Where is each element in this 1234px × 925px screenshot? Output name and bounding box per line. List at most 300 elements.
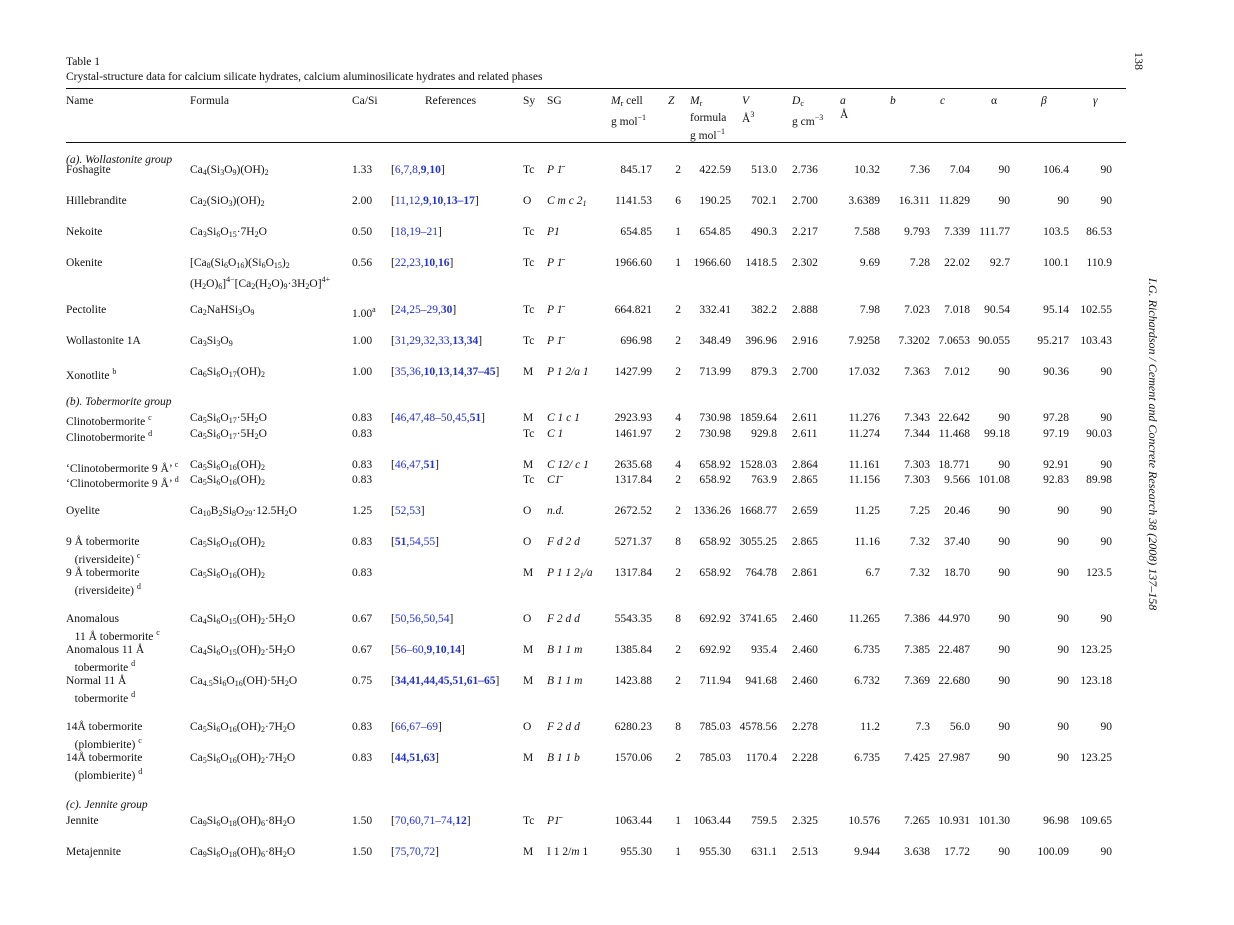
- angle-gamma: 123.18: [1080, 675, 1112, 687]
- crystal-system: Tc: [523, 164, 535, 176]
- mr-formula: 658.92: [699, 459, 731, 471]
- mr-cell: 2672.52: [614, 505, 652, 517]
- ca-si-ratio: 0.83: [352, 459, 373, 471]
- formula: $Ca_4Si_6O_{15}(OH)_2\cdot 5H_2O$: [190, 644, 296, 657]
- reference-link[interactable]: 56: [409, 613, 421, 625]
- reference-link[interactable]: 55: [423, 536, 436, 548]
- angle-alpha: 90: [998, 675, 1010, 687]
- mineral-name: ‘Clinotobermorite 9 Å’ $^c$: [66, 460, 179, 475]
- lattice-c: 44.970: [938, 613, 970, 625]
- reference-link[interactable]: 46: [394, 459, 407, 471]
- angle-alpha: 90: [998, 567, 1010, 579]
- reference-link[interactable]: 44: [394, 752, 407, 764]
- lattice-a: 9.944: [854, 846, 880, 858]
- angle-beta: 90: [1057, 675, 1069, 687]
- reference-link[interactable]: 47: [409, 412, 421, 424]
- angle-gamma: 103.43: [1080, 335, 1112, 347]
- header-mr-formula: $M_r$ formula g mol$^{-1}$: [690, 95, 727, 142]
- page-number: 138: [1132, 52, 1146, 70]
- reference-link[interactable]: 51: [394, 536, 407, 548]
- lattice-a: 10.576: [848, 815, 880, 827]
- mineral-name: ‘Clinotobermorite 9 Å’ $^d$: [66, 475, 179, 490]
- cell-volume: 759.5: [751, 815, 777, 827]
- reference-link[interactable]: 34: [466, 335, 479, 347]
- references: [75,70,72]: [391, 846, 439, 858]
- space-group: B 1 1 m: [547, 644, 583, 656]
- reference-link[interactable]: 54: [437, 613, 450, 625]
- references: [70,60,71–74,12]: [391, 815, 471, 827]
- reference-link[interactable]: 54: [409, 536, 421, 548]
- header-beta: β: [1041, 95, 1047, 107]
- lattice-a: 11.2: [860, 721, 880, 733]
- reference-link[interactable]: 8: [412, 164, 418, 176]
- lattice-a: 7.588: [854, 226, 880, 238]
- lattice-c: 22.680: [938, 675, 970, 687]
- reference-link[interactable]: 35: [394, 366, 407, 378]
- mr-formula: 730.98: [699, 428, 731, 440]
- reference-link[interactable]: 61–65: [466, 675, 496, 687]
- references: [66,67–69]: [391, 721, 442, 733]
- angle-alpha: 90: [998, 613, 1010, 625]
- reference-link[interactable]: 9: [423, 195, 429, 207]
- angle-gamma: 90: [1100, 536, 1112, 548]
- angle-alpha: 101.30: [978, 815, 1010, 827]
- lattice-a: 11.161: [848, 459, 880, 471]
- angle-gamma: 90: [1100, 366, 1112, 378]
- mr-formula: 654.85: [699, 226, 731, 238]
- mineral-name: Okenite: [66, 257, 103, 269]
- z-value: 8: [675, 536, 681, 548]
- references: [46,47,51]: [391, 459, 439, 471]
- reference-link[interactable]: 23: [409, 257, 421, 269]
- lattice-b: 7.265: [904, 815, 930, 827]
- reference-link[interactable]: 18: [394, 226, 407, 238]
- density: 2.460: [792, 613, 818, 625]
- formula: $Ca_{10}B_2Si_8O_{29}\cdot 12.5H_2O$: [190, 505, 297, 518]
- reference-link[interactable]: 34: [394, 675, 407, 687]
- angle-alpha: 90: [998, 195, 1010, 207]
- angle-gamma: 90: [1100, 613, 1112, 625]
- lattice-c: 18.70: [944, 567, 970, 579]
- ca-si-ratio: 2.00: [352, 195, 373, 207]
- reference-link[interactable]: 31: [394, 335, 407, 347]
- crystal-system: M: [523, 752, 534, 764]
- cell-volume: 382.2: [751, 304, 777, 316]
- z-value: 2: [675, 505, 681, 517]
- cell-volume: 935.4: [751, 644, 777, 656]
- reference-link[interactable]: 46: [394, 412, 407, 424]
- z-value: 8: [675, 721, 681, 733]
- angle-beta: 97.19: [1043, 428, 1069, 440]
- density: 2.302: [792, 257, 818, 269]
- crystal-system: Tc: [523, 226, 535, 238]
- lattice-b: 7.344: [904, 428, 930, 440]
- reference-link[interactable]: 11: [394, 195, 406, 207]
- reference-link[interactable]: 51: [469, 412, 482, 424]
- reference-link[interactable]: 56–60: [394, 644, 424, 656]
- mineral-name: Metajennite: [66, 846, 121, 858]
- cell-volume: 513.0: [751, 164, 777, 176]
- mr-formula: 1966.60: [693, 257, 731, 269]
- space-group: B 1 1 m: [547, 675, 583, 687]
- reference-link[interactable]: 7: [403, 164, 410, 176]
- formula: $Ca_5Si_6O_{16}(OH)_2\cdot 7H_2O$: [190, 721, 296, 734]
- density: 2.460: [792, 675, 818, 687]
- reference-link[interactable]: 10: [431, 195, 444, 207]
- cell-volume: 1170.4: [745, 752, 777, 764]
- space-group: F 2 d d: [547, 721, 580, 733]
- reference-link[interactable]: 51: [409, 752, 421, 764]
- space-group: C 1: [547, 428, 564, 440]
- cell-volume: 763.9: [751, 474, 777, 486]
- lattice-b: 7.363: [904, 366, 930, 378]
- cell-volume: 941.68: [745, 675, 777, 687]
- references: [34,41,44,45,51,61–65]: [391, 675, 500, 687]
- angle-alpha: 90: [998, 505, 1010, 517]
- table-top-rule: [66, 88, 1126, 89]
- lattice-c: 11.468: [938, 428, 970, 440]
- ca-si-ratio: 0.50: [352, 226, 373, 238]
- lattice-a: 6.7: [865, 567, 880, 579]
- density: 2.888: [792, 304, 818, 316]
- mr-cell: 845.17: [620, 164, 652, 176]
- reference-link[interactable]: 51: [452, 675, 464, 687]
- reference-link[interactable]: 13: [452, 335, 464, 347]
- z-value: 2: [675, 428, 681, 440]
- reference-link[interactable]: 32: [423, 335, 436, 347]
- space-group: C m c $2_1$: [547, 195, 587, 208]
- reference-link[interactable]: 6: [394, 164, 401, 176]
- reference-link[interactable]: 19–21: [409, 226, 438, 238]
- reference-link[interactable]: 60: [409, 815, 421, 827]
- density: 2.865: [792, 474, 818, 486]
- lattice-b: 7.303: [904, 474, 930, 486]
- mr-formula: 658.92: [699, 536, 731, 548]
- reference-link[interactable]: 45: [455, 412, 467, 424]
- lattice-b: 16.311: [898, 195, 930, 207]
- mr-formula: 422.59: [699, 164, 731, 176]
- reference-link[interactable]: 24: [394, 304, 407, 316]
- crystal-system: Tc: [523, 474, 535, 486]
- mineral-name: Anomalous 11 Å tobermorite $^d$: [66, 644, 145, 674]
- cell-volume: 929.8: [751, 428, 777, 440]
- mr-cell: 1966.60: [614, 257, 652, 269]
- angle-gamma: 90: [1100, 505, 1112, 517]
- header-sg: SG: [547, 95, 562, 107]
- lattice-b: 9.793: [904, 226, 930, 238]
- mr-cell: 1317.84: [614, 474, 652, 486]
- lattice-b: 3.638: [904, 846, 930, 858]
- references: [50,56,50,54]: [391, 613, 454, 625]
- angle-beta: 95.14: [1043, 304, 1069, 316]
- references: [51,54,55]: [391, 536, 439, 548]
- reference-link[interactable]: 36: [409, 366, 421, 378]
- reference-link[interactable]: 33: [437, 335, 450, 347]
- crystal-system: M: [523, 412, 534, 424]
- z-value: 1: [675, 257, 681, 269]
- reference-link[interactable]: 51: [423, 459, 436, 471]
- mr-formula: 658.92: [699, 567, 731, 579]
- lattice-b: 7.3: [915, 721, 930, 733]
- reference-link[interactable]: 50: [394, 613, 407, 625]
- formula: $Ca_{4.5}Si_6O_{16}(OH)\cdot 5H_2O$: [190, 675, 298, 688]
- formula: $Ca_5Si_6O_{16}(OH)_2$: [190, 567, 265, 580]
- reference-link[interactable]: 75: [394, 846, 407, 858]
- lattice-c: 27.987: [938, 752, 970, 764]
- lattice-b: 7.32: [909, 536, 930, 548]
- lattice-a: 11.16: [854, 536, 880, 548]
- reference-link[interactable]: 25–29: [409, 304, 438, 316]
- density: 2.700: [792, 366, 818, 378]
- mr-cell: 2635.68: [614, 459, 652, 471]
- mr-cell: 1427.99: [614, 366, 652, 378]
- angle-beta: 100.09: [1037, 846, 1069, 858]
- reference-link[interactable]: 53: [409, 505, 421, 517]
- crystal-system: M: [523, 459, 534, 471]
- mr-cell: 696.98: [620, 335, 652, 347]
- reference-link[interactable]: 41: [409, 675, 421, 687]
- crystal-system: M: [523, 644, 534, 656]
- angle-alpha: 92.7: [989, 257, 1010, 269]
- ca-si-ratio: 1.33: [352, 164, 373, 176]
- lattice-c: 22.487: [938, 644, 970, 656]
- mineral-name: Oyelite: [66, 505, 100, 517]
- mr-cell: 1423.88: [614, 675, 652, 687]
- angle-beta: 90: [1057, 721, 1069, 733]
- angle-alpha: 101.08: [978, 474, 1010, 486]
- mr-formula: 1063.44: [693, 815, 731, 827]
- reference-link[interactable]: 37–45: [466, 366, 496, 378]
- lattice-b: 7.369: [904, 675, 930, 687]
- mineral-name: Hillebrandite: [66, 195, 127, 207]
- formula: $Ca_5Si_6O_{17}\cdot 5H_2O$: [190, 412, 267, 425]
- angle-gamma: 90: [1100, 459, 1112, 471]
- reference-link[interactable]: 10: [423, 257, 436, 269]
- cell-volume: 3741.65: [739, 613, 777, 625]
- formula: $Ca_9Si_6O_{18}(OH)_6\cdot 8H_2O$: [190, 846, 296, 859]
- references: [46,47,48–50,45,51]: [391, 412, 485, 424]
- angle-alpha: 90.54: [984, 304, 1010, 316]
- reference-link[interactable]: 50: [423, 613, 436, 625]
- lattice-c: 7.04: [949, 164, 970, 176]
- ca-si-ratio: 0.83: [352, 536, 373, 548]
- reference-link[interactable]: 67–69: [409, 721, 438, 733]
- ca-si-ratio: 0.83: [352, 567, 373, 579]
- references: [24,25–29,30]: [391, 304, 457, 316]
- angle-beta: 106.4: [1043, 164, 1069, 176]
- reference-link[interactable]: 9: [426, 644, 433, 656]
- lattice-c: 9.566: [944, 474, 970, 486]
- reference-link[interactable]: 30: [440, 304, 453, 316]
- angle-beta: 90: [1057, 567, 1069, 579]
- angle-beta: 90.36: [1043, 366, 1069, 378]
- reference-link[interactable]: 71–74: [423, 815, 453, 827]
- references: [35,36,10,13,14,37–45]: [391, 366, 500, 378]
- lattice-a: 6.732: [854, 675, 880, 687]
- reference-link[interactable]: 44: [423, 675, 436, 687]
- cell-volume: 4578.56: [739, 721, 777, 733]
- crystal-system: M: [523, 846, 534, 858]
- cell-volume: 396.96: [745, 335, 777, 347]
- lattice-c: 18.771: [938, 459, 970, 471]
- lattice-b: 7.425: [904, 752, 930, 764]
- reference-link[interactable]: 52: [394, 505, 407, 517]
- lattice-c: 7.018: [944, 304, 970, 316]
- reference-link[interactable]: 10: [423, 366, 436, 378]
- angle-gamma: 123.25: [1080, 644, 1112, 656]
- reference-link[interactable]: 29: [409, 335, 421, 347]
- mr-cell: 955.30: [620, 846, 652, 858]
- mr-cell: 6280.23: [614, 721, 652, 733]
- angle-gamma: 90: [1100, 164, 1112, 176]
- table-caption: Crystal-structure data for calcium silicate hydrates, calcium aluminosilicate hydrates and related phases: [66, 71, 543, 83]
- reference-link[interactable]: 72: [423, 846, 436, 858]
- formula: $Ca_5Si_6O_{16}(OH)_2$: [190, 536, 265, 549]
- density: 2.861: [792, 567, 818, 579]
- lattice-a: 10.32: [854, 164, 880, 176]
- mr-cell: 654.85: [620, 226, 652, 238]
- reference-link[interactable]: 70: [394, 815, 407, 827]
- reference-link[interactable]: 13: [437, 366, 450, 378]
- group-title: (c). Jennite group: [66, 799, 148, 811]
- reference-link[interactable]: 16: [437, 257, 450, 269]
- angle-beta: 95.217: [1037, 335, 1069, 347]
- group-title: (a). Wollastonite group: [66, 154, 173, 166]
- header-sy: Sy: [523, 95, 536, 107]
- reference-link[interactable]: 12: [455, 815, 467, 827]
- formula: $Ca_9Si_6O_{18}(OH)_6\cdot 8H_2O$: [190, 815, 296, 828]
- lattice-b: 7.023: [904, 304, 930, 316]
- ca-si-ratio: 1.00$^a$: [352, 305, 376, 320]
- lattice-c: 37.40: [944, 536, 970, 548]
- reference-link[interactable]: 10: [435, 644, 447, 656]
- mr-cell: 1317.84: [614, 567, 652, 579]
- reference-link[interactable]: 66: [394, 721, 407, 733]
- cell-volume: 1418.5: [745, 257, 777, 269]
- crystal-system: O: [523, 536, 532, 548]
- mineral-name: Anomalous 11 Å tobermorite $^c$: [66, 613, 160, 643]
- angle-beta: 100.1: [1043, 257, 1069, 269]
- reference-link[interactable]: 47: [409, 459, 421, 471]
- z-value: 4: [675, 459, 681, 471]
- header-name: Name: [66, 95, 94, 107]
- references: [22,23,10,16]: [391, 257, 454, 269]
- cell-volume: 490.3: [751, 226, 777, 238]
- mineral-name: 9 Å tobermorite (riversideite) $^c$: [66, 536, 141, 566]
- reference-link[interactable]: 10: [429, 164, 441, 176]
- density: 2.659: [792, 505, 818, 517]
- references: [6,7,8,9,10]: [391, 164, 445, 176]
- space-group: P 1̄: [547, 335, 563, 347]
- lattice-a: 6.735: [854, 752, 880, 764]
- lattice-a: 17.032: [848, 366, 880, 378]
- reference-link[interactable]: 14: [452, 366, 464, 378]
- lattice-b: 7.28: [909, 257, 930, 269]
- angle-beta: 97.28: [1043, 412, 1069, 424]
- ca-si-ratio: 1.50: [352, 815, 373, 827]
- ca-si-ratio: 0.83: [352, 474, 373, 486]
- space-group: P1: [547, 226, 560, 238]
- angle-gamma: 90: [1100, 195, 1112, 207]
- ca-si-ratio: 0.67: [352, 613, 373, 625]
- z-value: 2: [675, 366, 681, 378]
- crystal-system: O: [523, 613, 532, 625]
- lattice-c: 56.0: [949, 721, 970, 733]
- lattice-b: 7.385: [904, 644, 930, 656]
- reference-link[interactable]: 63: [423, 752, 436, 764]
- density: 2.611: [792, 412, 818, 424]
- angle-alpha: 90: [998, 752, 1010, 764]
- mr-cell: 1385.84: [614, 644, 652, 656]
- lattice-b: 7.25: [909, 505, 930, 517]
- header-density: $D_c$ g $cm^{-3}$: [792, 95, 824, 128]
- mineral-name: Normal 11 Å tobermorite $^d$: [66, 675, 136, 705]
- references: [18,19–21]: [391, 226, 442, 238]
- angle-beta: 90: [1057, 536, 1069, 548]
- reference-link[interactable]: 13–17: [446, 195, 475, 207]
- formula: $Ca_3Si_3O_9$: [190, 335, 233, 348]
- reference-link[interactable]: 70: [409, 846, 421, 858]
- formula: [$Ca_8(Si_6O_{16})(Si_6O_{15})_2$ $(H_2O)_6]^{4-}[Ca_2(H_2O)_9\cdot 3H_2O]^{4+}$: [190, 257, 331, 291]
- mineral-name: Clinotobermorite $^c$: [66, 413, 152, 428]
- lattice-b: 7.343: [904, 412, 930, 424]
- mineral-name: Xonotlite $^b$: [66, 367, 117, 382]
- angle-beta: 90: [1057, 195, 1069, 207]
- formula: $Ca_2NaHSi_3O_9$: [190, 304, 255, 317]
- reference-link[interactable]: 45: [437, 675, 450, 687]
- lattice-a: 11.276: [848, 412, 880, 424]
- header-a: a Å: [840, 95, 849, 121]
- references: [11,12,9,10,13–17]: [391, 195, 479, 207]
- reference-link[interactable]: 12: [408, 195, 421, 207]
- density: 2.916: [792, 335, 818, 347]
- ca-si-ratio: 1.25: [352, 505, 373, 517]
- header-gamma: γ: [1093, 95, 1098, 107]
- reference-link[interactable]: 14: [449, 644, 461, 656]
- formula: $Ca_4(Si_3O_9)(OH)_2$: [190, 164, 269, 177]
- lattice-a: 11.25: [854, 505, 880, 517]
- space-group: F d 2 d: [547, 536, 580, 548]
- group-title: (b). Tobermorite group: [66, 396, 172, 408]
- header-b: b: [890, 95, 896, 107]
- angle-alpha: 111.77: [979, 226, 1010, 238]
- z-value: 2: [675, 164, 681, 176]
- density: 2.278: [792, 721, 818, 733]
- header-alpha: α: [991, 95, 998, 107]
- reference-link[interactable]: 22: [394, 257, 407, 269]
- mr-formula: 785.03: [699, 752, 731, 764]
- cell-volume: 1528.03: [739, 459, 777, 471]
- crystal-system: Tc: [523, 428, 535, 440]
- crystal-system: Tc: [523, 335, 535, 347]
- z-value: 1: [675, 815, 681, 827]
- header-c: c: [940, 95, 946, 107]
- lattice-c: 7.339: [944, 226, 970, 238]
- formula: $Ca_4Si_6O_{15}(OH)_2\cdot 5H_2O$: [190, 613, 296, 626]
- angle-gamma: 110.9: [1086, 257, 1112, 269]
- reference-link[interactable]: 48–50: [423, 412, 453, 424]
- reference-link[interactable]: 9: [420, 164, 427, 176]
- z-value: 1: [675, 226, 681, 238]
- crystal-system: Tc: [523, 815, 535, 827]
- mineral-name: 9 Å tobermorite (riversideite) $^d$: [66, 567, 141, 597]
- ca-si-ratio: 0.83: [352, 412, 373, 424]
- mr-cell: 5543.35: [614, 613, 652, 625]
- mr-formula: 1336.26: [693, 505, 731, 517]
- space-group: P 1̄: [547, 304, 563, 316]
- lattice-a: 11.156: [848, 474, 880, 486]
- mr-formula: 713.99: [699, 366, 731, 378]
